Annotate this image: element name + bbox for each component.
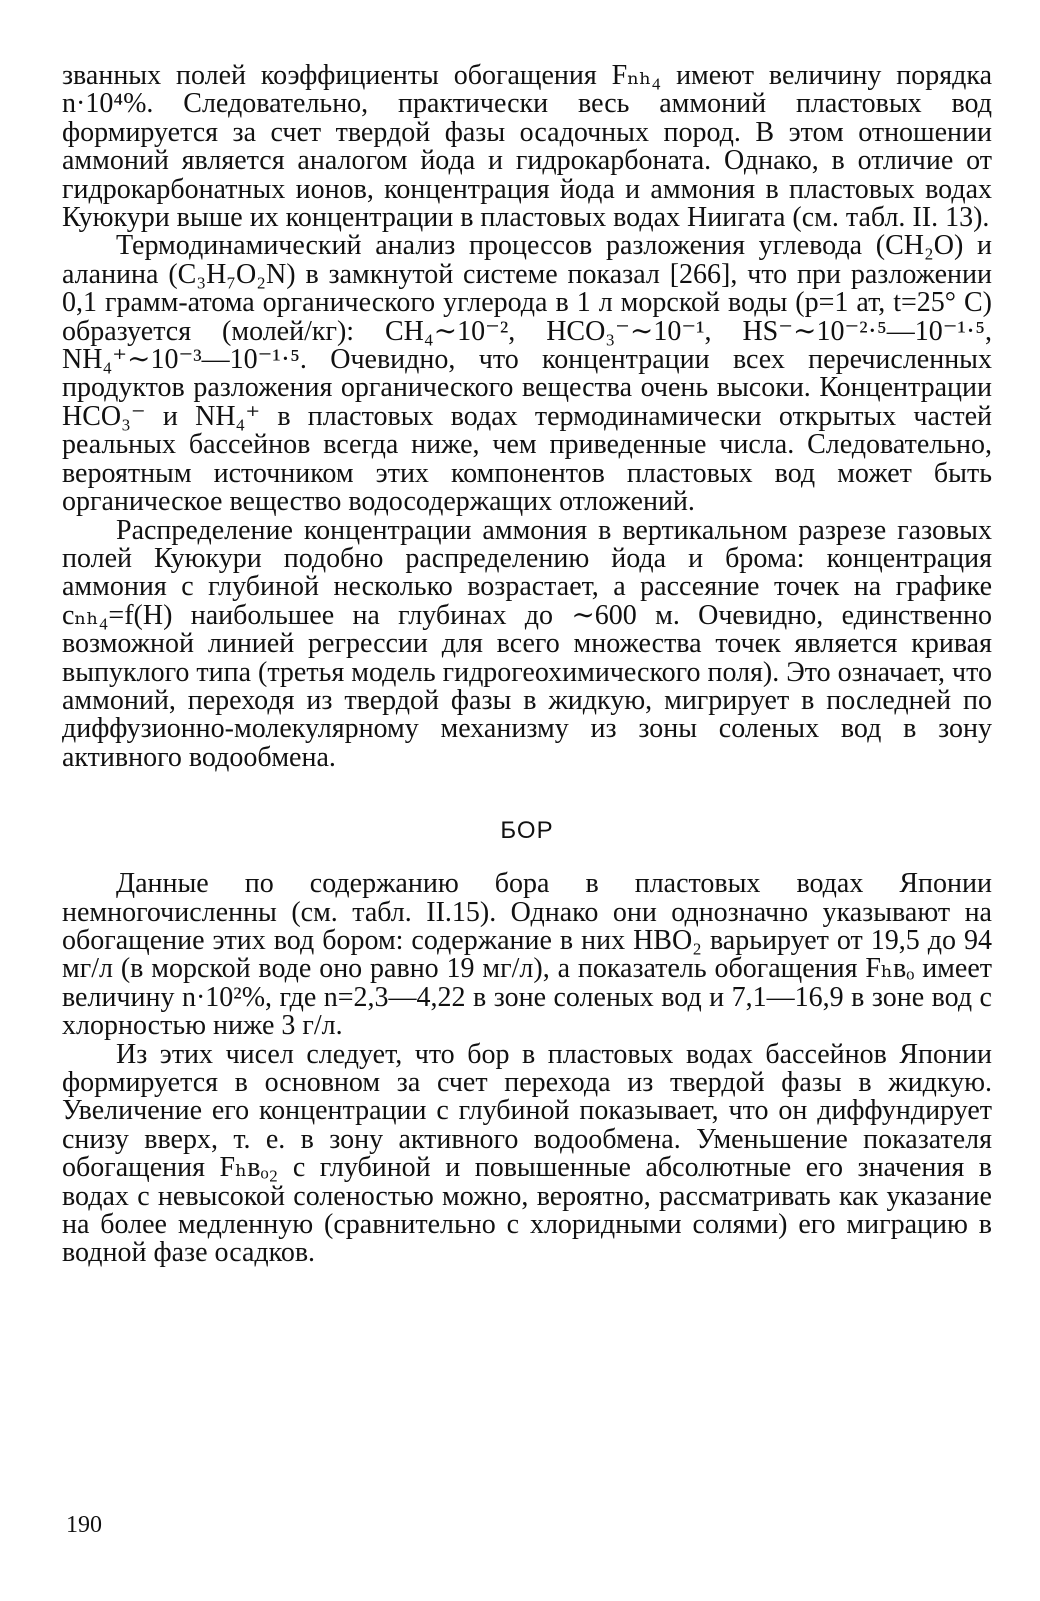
- paragraph-text: Из этих чисел следует, что бор в пластовых водах бассейнов Японии формируется в основном за счет перехода из твердой фазы в жидкую. Увеличение его концентрации с глубиной показывает, что он диффундирует снизу вверх, т. е. в зону активного водообмена. Уменьшение показателя обогащения Fₕʙₒ₂ с глубиной и повышенные абсолютные его значения в водах с невысокой соленостью можно, вероятно, рассматривать как указание на более медленную (сравнительно с хлоридными солями) его миграцию в водной фазе осадков.: [62, 1038, 992, 1269]
- paragraph-boron-data: [62, 870, 992, 1040]
- paragraph-text: званных полей коэффициенты обогащения Fₙₕ₄ имеют величину порядка n·10⁴%. Следовательно, практически весь аммоний пластовых вод формируется за счет твердой фазы осадочных пород. В этом отношении аммоний является аналогом йода и гидрокарбоната. Однако, в отличие от гидрокарбонатных ионов, концентрация йода и аммония в пластовых водах Куюкури выше их концентрации в пластовых водах Ниигата (см. табл. II. 13).: [62, 60, 992, 234]
- section-heading-boron: БОР: [500, 817, 554, 845]
- page-number: 190: [66, 1512, 102, 1538]
- paragraph-ammonium-distribution: [62, 514, 992, 773]
- page-body: [62, 62, 992, 1268]
- paragraph-text: Термодинамический анализ процессов разложения углевода (CH₂O) и аланина (C₃H₇O₂N) в замкнутой системе показал [266], что при разложении 0,1 грамм-атома органического углерода в 1 л морской воды (p=1 ат, t=25° C) образуется (молей/кг): CH₄∼10⁻², HCO₃⁻∼10⁻¹, HS⁻∼10⁻²·⁵—10⁻¹·⁵, NH₄⁺∼10⁻³—10⁻¹·⁵. Очевидно, что концентрации всех перечисленных продуктов разложения органического вещества очень высоки. Концентрации HCO₃⁻ и NH₄⁺ в пластовых водах термодинамически открытых частей реальных бассейнов всегда ниже, чем приведенные числа. Следовательно, вероятным источником этих компонентов пластовых вод может быть органическое вещество водосодержащих отложений.: [62, 230, 992, 518]
- paragraph-ammonium-intro: [62, 62, 992, 232]
- paragraph-text: Данные по содержанию бора в пластовых водах Японии немногочисленны (см. табл. II.15). Однако они однозначно указывают на обогащение этих вод бором: содержание в них HBO₂ варьирует от 19,5 до 94 мг/л (в морской воде оно равно 19 мг/л), а показатель обогащения Fₕʙₒ имеет величину n·10²%, где n=2,3—4,22 в зоне соленых вод и 7,1—16,9 в зоне вод с хлорностью ниже 3 г/л.: [62, 868, 992, 1042]
- paragraph-thermodynamic-analysis: [62, 232, 992, 516]
- paragraph-boron-conclusion: [62, 1038, 992, 1269]
- paragraph-text: Распределение концентрации аммония в вертикальном разрезе газовых полей Куюкури подобно распределению йода и брома: концентрация аммония с глубиной несколько возрастает, а рассеяние точек на графике cₙₕ₄=f(H) наибольшее на глубинах до ∼600 м. Очевидно, единственно возможной линией регрессии для всего множества точек является кривая выпуклого типа (третья модель гидрогеохимического поля). Это означает, что аммоний, переходя из твердой фазы в жидкую, мигрирует в последней по диффузионно-молекулярному механизму из зоны соленых вод в зону активного водообмена.: [62, 514, 992, 773]
